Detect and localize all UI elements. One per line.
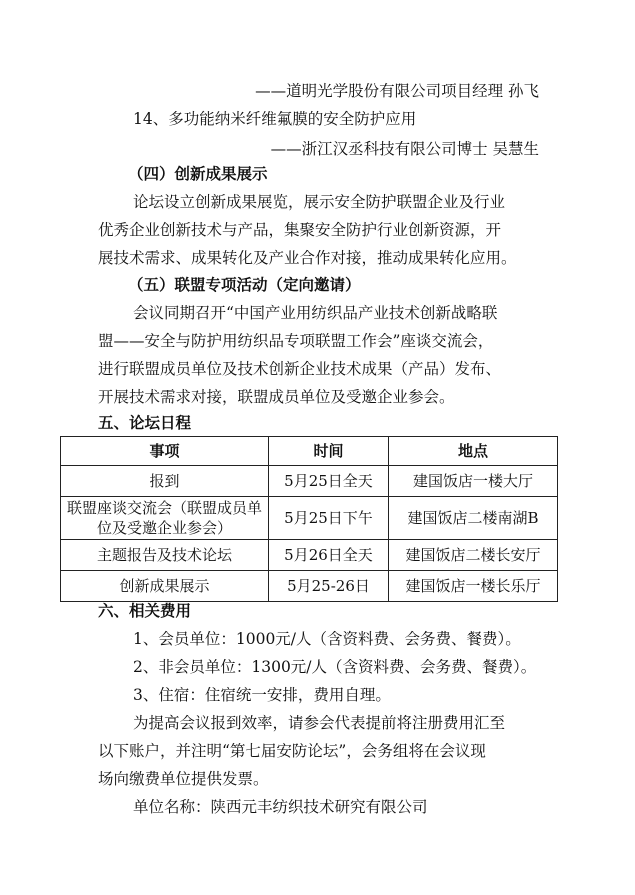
section-4-line-3: 展技术需求、成果转化及产业合作对接，推动成果转化应用。 <box>98 249 517 267</box>
cell-time: 5月25日全天 <box>269 466 389 497</box>
fee-item-1: 1、会员单位：1000元/人（含资料费、会务费、餐费）。 <box>133 630 521 648</box>
column-header-item: 事项 <box>61 437 269 466</box>
schedule-heading: 五、论坛日程 <box>98 413 192 432</box>
cell-item: 创新成果展示 <box>61 571 269 602</box>
schedule-header-row <box>61 437 558 466</box>
cell-item: 报到 <box>61 466 269 497</box>
table-row <box>61 540 558 571</box>
account-name: 单位名称：陕西元丰纺织技术研究有限公司 <box>133 798 428 816</box>
cell-time: 5月26日全天 <box>269 540 389 571</box>
table-row <box>61 497 558 540</box>
cell-place: 建国饭店一楼大厅 <box>389 466 558 497</box>
cell-time: 5月25-26日 <box>269 571 389 602</box>
schedule-table <box>60 436 558 602</box>
cell-item: 联盟座谈交流会（联盟成员单位及受邀企业参会） <box>61 497 269 540</box>
fees-heading: 六、相关费用 <box>98 601 192 620</box>
cell-place: 建国饭店二楼长安厅 <box>389 540 558 571</box>
section-5-line-4: 开展技术需求对接，联盟成员单位及受邀企业参会。 <box>98 388 455 406</box>
section-4-heading: （四）创新成果展示 <box>128 164 268 183</box>
speaker-13-affiliation: ——道明光学股份有限公司项目经理 孙飞 <box>255 82 539 100</box>
speaker-14-affiliation: ——浙江汉丞科技有限公司博士 吴慧生 <box>270 140 539 158</box>
section-5-heading: （五）联盟专项活动（定向邀请） <box>128 275 361 294</box>
fee-note-line-3: 场向缴费单位提供发票。 <box>98 770 269 788</box>
section-4-line-1: 论坛设立创新成果展览，展示安全防护联盟企业及行业 <box>133 193 506 211</box>
cell-item: 主题报告及技术论坛 <box>61 540 269 571</box>
section-5-line-1: 会议同期召开“中国产业用纺织品产业技术创新战略联 <box>133 304 498 322</box>
table-row <box>61 571 558 602</box>
column-header-time: 时间 <box>269 437 389 466</box>
fee-item-2: 2、非会员单位：1300元/人（含资料费、会务费、餐费）。 <box>133 658 537 676</box>
column-header-place: 地点 <box>389 437 558 466</box>
section-4-line-2: 优秀企业创新技术与产品，集聚安全防护行业创新资源，开 <box>98 221 502 239</box>
cell-time: 5月25日下午 <box>269 497 389 540</box>
section-5-line-2: 盟——安全与防护用纺织品专项联盟工作会”座谈交流会， <box>98 332 494 350</box>
cell-place: 建国饭店二楼南湖B <box>389 497 558 540</box>
agenda-item-14: 14、多功能纳米纤维氟膜的安全防护应用 <box>133 110 417 128</box>
section-5-line-3: 进行联盟成员单位及技术创新企业技术成果（产品）发布、 <box>98 360 502 378</box>
cell-place: 建国饭店一楼长乐厅 <box>389 571 558 602</box>
fee-item-3: 3、住宿：住宿统一安排，费用自理。 <box>133 686 391 704</box>
table-row <box>61 466 558 497</box>
fee-note-line-2: 以下账户，并注明“第七届安防论坛”，会务组将在会议现 <box>98 742 486 760</box>
fee-note-line-1: 为提高会议报到效率，请参会代表提前将注册费用汇至 <box>133 714 506 732</box>
